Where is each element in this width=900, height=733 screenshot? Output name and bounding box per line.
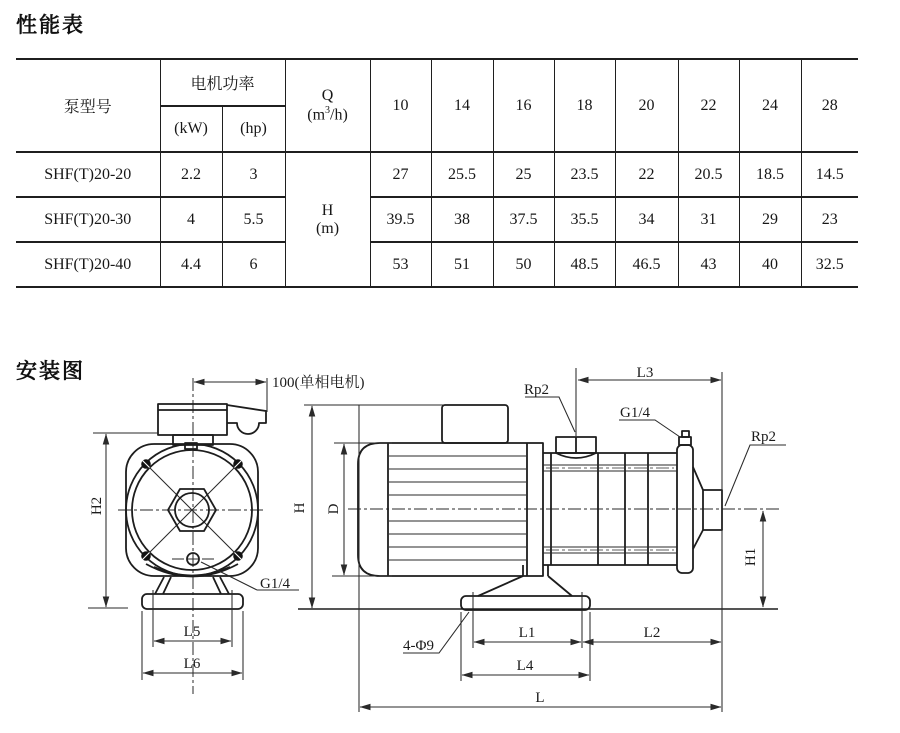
h-cell: 32.5 [801,242,858,287]
dim-label-d: D [326,503,342,515]
q-value: 20 [615,59,678,152]
header-head-h [285,152,370,287]
h-cell: 31 [678,197,739,242]
q-value: 10 [370,59,431,152]
performance-table [16,58,858,288]
side-view-drawing [292,365,786,712]
h-cell: 50 [493,242,554,287]
h-cell: 34 [615,197,678,242]
dim-label-h1: H1 [743,547,759,567]
dim-label-g14-front: G1/4 [260,576,290,592]
h-cell: 48.5 [554,242,615,287]
h-cell: 38 [431,197,493,242]
dim-label-g14-side: G1/4 [620,405,650,421]
q-value: 22 [678,59,739,152]
installation-drawing [0,340,900,733]
installation-diagram-title: 安装图 [16,360,85,383]
q-value: 16 [493,59,554,152]
dim-label-100-single-phase: 100(单相电机) [272,375,365,391]
h-cell: 25.5 [431,152,493,197]
dim-label-rp2-top: Rp2 [524,382,550,398]
h-cell: 25 [493,152,554,197]
header-pump-model: 泵型号 [16,59,160,152]
dim-label-l4: L4 [516,658,534,674]
h-cell: 29 [739,197,801,242]
dim-label-bolt-holes: 4-Φ9 [403,638,434,654]
header-flow-q [285,59,370,152]
header-motor-power: 电机功率 [160,59,285,106]
h-cell: 23 [801,197,858,242]
h-cell: 22 [615,152,678,197]
h-cell: 27 [370,152,431,197]
model-cell: SHF(T)20-40 [16,242,160,287]
h-cell: 43 [678,242,739,287]
dim-label-l5: L5 [183,624,201,640]
h-cell: 14.5 [801,152,858,197]
dim-label-l3: L3 [636,365,654,381]
h-cell: 51 [431,242,493,287]
q-value: 28 [801,59,858,152]
motor-fins [389,456,526,560]
model-cell: SHF(T)20-30 [16,197,160,242]
kw-cell: 4 [160,197,222,242]
h-cell: 35.5 [554,197,615,242]
dim-label-l: L [535,690,545,706]
h-cell: 39.5 [370,197,431,242]
model-cell: SHF(T)20-20 [16,152,160,197]
dim-label-h2: H2 [89,496,105,516]
dim-label-rp2-right: Rp2 [751,429,777,445]
kw-cell: 2.2 [160,152,222,197]
hp-cell: 3 [222,152,285,197]
dim-label-l1: L1 [518,625,536,641]
h-cell: 23.5 [554,152,615,197]
dim-label-l2: L2 [643,625,661,641]
h-cell: 40 [739,242,801,287]
hp-cell: 5.5 [222,197,285,242]
h-unit: (m) [315,219,340,237]
h-cell: 46.5 [615,242,678,287]
header-kw: (kW) [160,106,222,152]
h-cell: 20.5 [678,152,739,197]
h-cell: 18.5 [739,152,801,197]
q-value: 24 [739,59,801,152]
hp-cell: 6 [222,242,285,287]
kw-cell: 4.4 [160,242,222,287]
q-value: 18 [554,59,615,152]
front-view-drawing [88,373,365,694]
q-symbol: Q [321,86,334,104]
dim-label-h: H [292,502,308,514]
h-cell: 53 [370,242,431,287]
dim-label-l6: L6 [183,656,201,672]
q-value: 14 [431,59,493,152]
h-symbol: H [321,201,334,219]
performance-table-title: 性能表 [16,14,85,37]
h-cell: 37.5 [493,197,554,242]
header-hp: (hp) [222,106,285,152]
q-unit: $(m^3/h)$ [307,104,348,124]
